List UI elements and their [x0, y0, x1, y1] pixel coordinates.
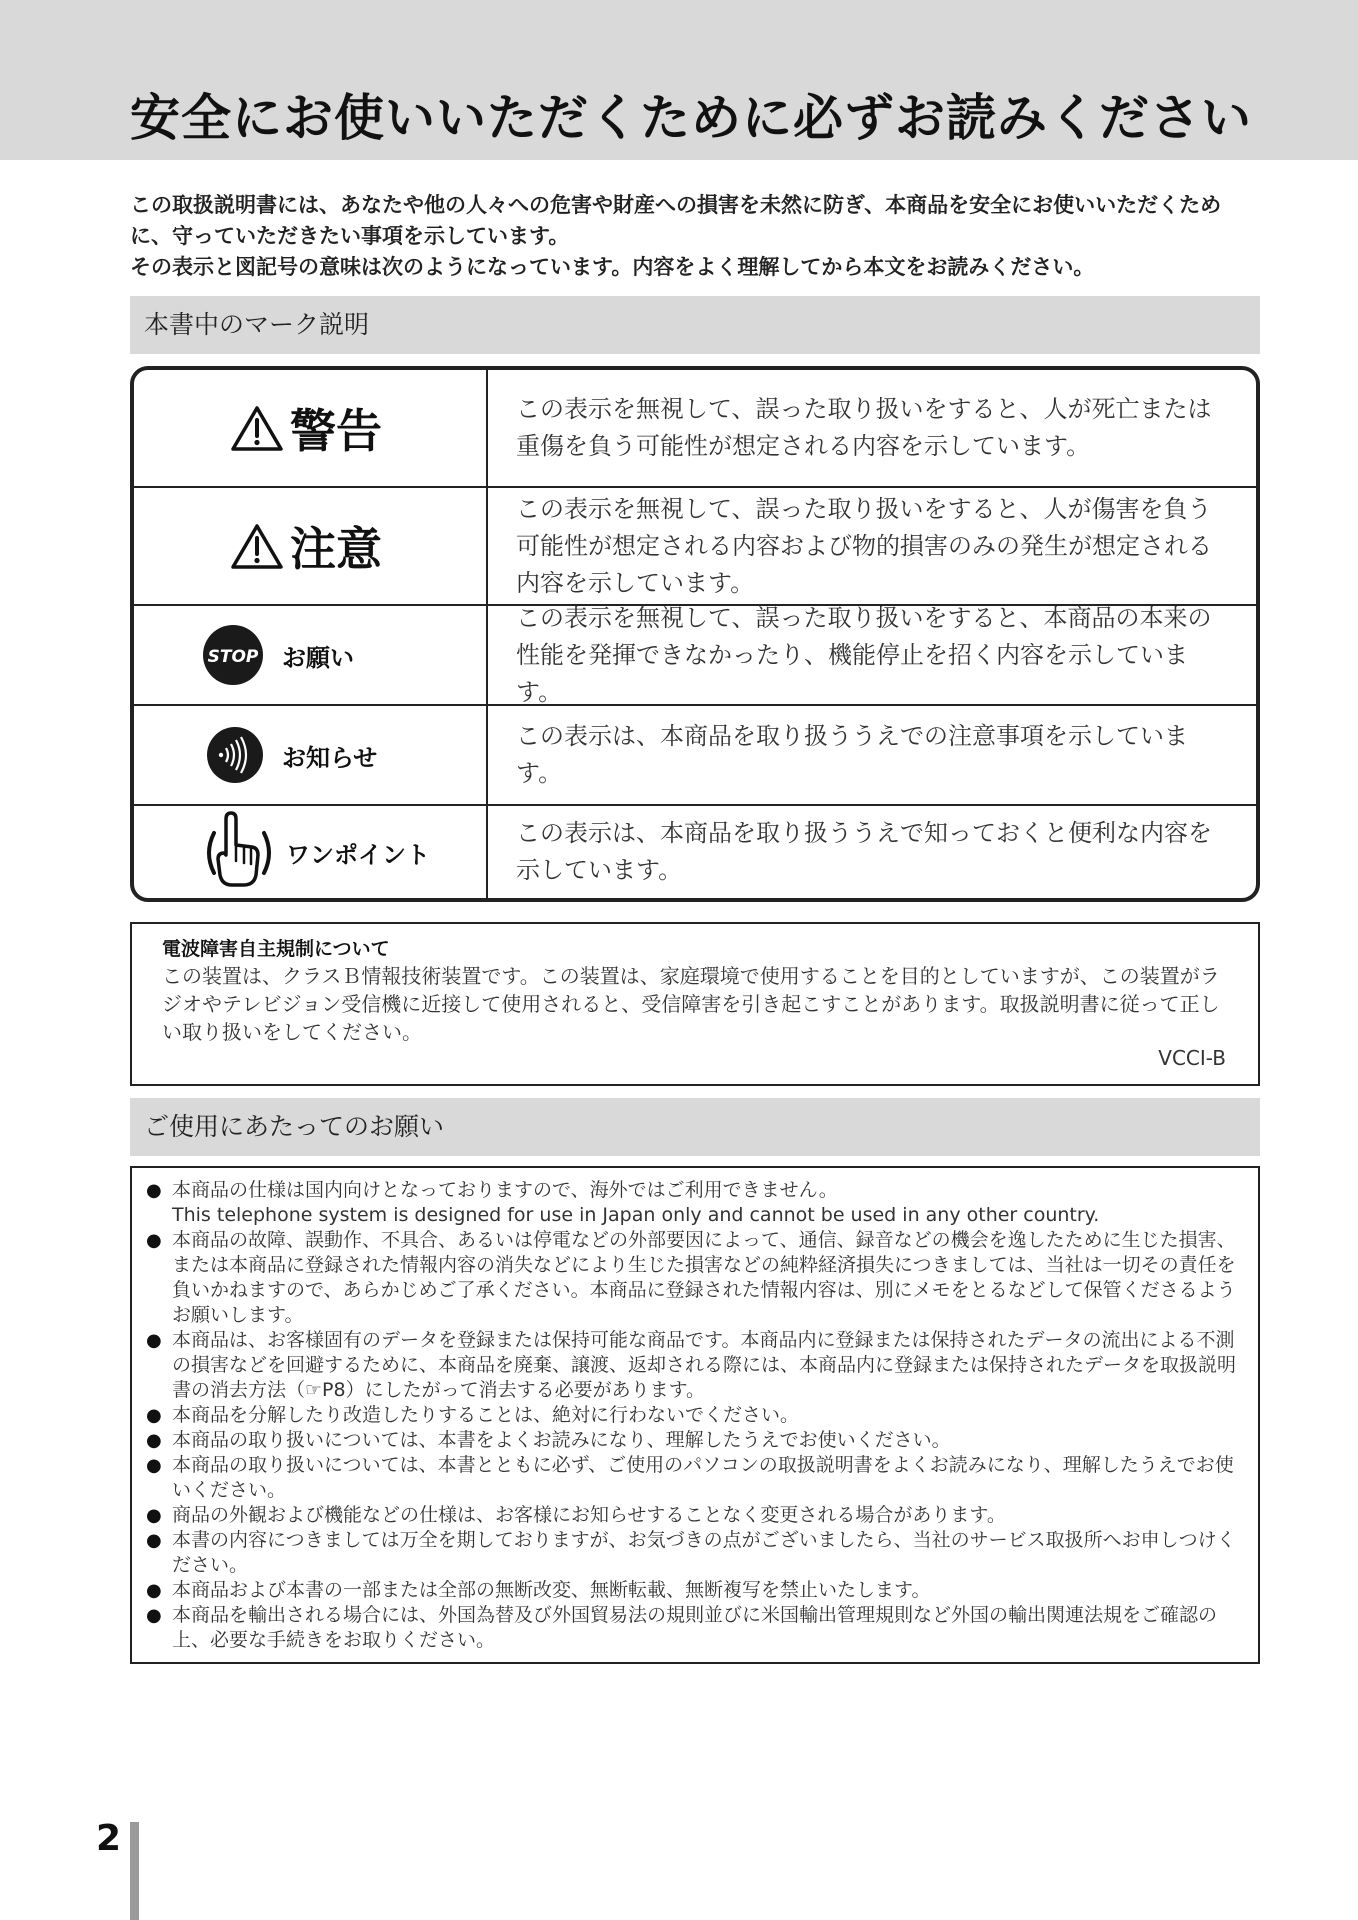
list-item: [146, 1428, 1238, 1453]
note-text: ● 本商品の仕様は国内向けとなっておりますので、海外ではご利用できません。: [172, 1179, 838, 1201]
list-item: [146, 1403, 1238, 1428]
pointing-hand-icon: [200, 811, 278, 893]
marks-section-heading: 本書中のマーク説明: [130, 296, 1260, 354]
note-text: 本商品は、お客様固有のデータを登録または保持可能な商品です。本商品内に登録または保持されたデータの流出による不測の損害などを回避するために、本商品を廃棄、譲渡、返却される際には、本商品内に登録または保持されたデータを取扱説明書の消去方法（☞P8）にしたがって消去する必要があります。: [172, 1329, 1237, 1401]
vcci-body: この装置は、クラスＢ情報技術装置です。この装置は、家庭環境で使用することを目的としていますが、この装置がラジオやテレビジョン受信機に近接して使用されると、受信障害を引き起こすことがあります。取扱説明書に従って正しい取り扱いをしてください。: [162, 964, 1220, 1044]
mark-label-one-point: ワンポイント: [286, 840, 430, 869]
intro-paragraph-2: その表示と図記号の意味は次のようになっています。内容をよく理解してから本文をお読みください。: [130, 255, 1095, 279]
warning-triangle-icon: [230, 404, 284, 452]
note-text: 本商品の取り扱いについては、本書をよくお読みになり、理解したうえでお使いください。: [172, 1429, 951, 1451]
mark-explanation-table: [130, 366, 1260, 902]
mark-cell: [134, 606, 488, 704]
note-text: 本商品を輸出される場合には、外国為替及び外国貿易法の規則並びに米国輸出管理規則など外国の輸出関連法規をご確認の上、必要な手続きをお取りください。: [172, 1604, 1218, 1651]
stop-icon: [202, 624, 264, 686]
page-number: 2: [96, 1818, 122, 1859]
mark-cell: [134, 706, 488, 804]
note-text: 本商品を分解したり改造したりすることは、絶対に行わないでください。: [172, 1404, 800, 1426]
mark-label-caution: 注意: [290, 522, 382, 576]
note-english-text: This telephone system is designed for use in Japan only and cannot be used in any other country.: [172, 1204, 1100, 1226]
list-item: [146, 1453, 1238, 1503]
mark-description: この表示を無視して、誤った取り扱いをすると、人が死亡または重傷を負う可能性が想定される内容を示しています。: [516, 395, 1212, 460]
mark-label-notice: お知らせ: [282, 743, 378, 772]
mark-cell: [134, 806, 488, 898]
note-text: 本商品の故障、誤動作、不具合、あるいは停電などの外部要因によって、通信、録音などの機会を逸したために生じた損害、または本商品に登録された情報内容の消失などにより生じた損害などの純粋経済損失につきましては、当社は一切その責任を負いかねますので、あらかじめご了承ください。本商品に登録された情報内容は、別にメモをとるなどして保管くださるようお願いします。: [172, 1229, 1236, 1326]
mark-cell: [134, 370, 488, 486]
intro-text: [130, 190, 1260, 283]
usage-notes-list: [146, 1178, 1238, 1653]
mark-row-caution: [134, 488, 1256, 606]
vcci-notice-box: [130, 922, 1260, 1086]
mark-label-warning: 警告: [290, 404, 382, 458]
list-item: [146, 1228, 1238, 1328]
page-edge-bar: [130, 1822, 139, 1920]
list-item: [146, 1328, 1238, 1403]
mark-description: この表示は、本商品を取り扱ううえでの注意事項を示しています。: [516, 722, 1188, 787]
intro-paragraph-1: この取扱説明書には、あなたや他の人々への危害や財産への損害を未然に防ぎ、本商品を安全にお使いいただくために、守っていただきたい事項を示しています。: [130, 193, 1222, 248]
note-text: 本商品および本書の一部または全部の無断改変、無断転載、無断複写を禁止いたします。: [172, 1579, 931, 1601]
vcci-code: VCCI-B: [1158, 1046, 1226, 1070]
note-text: 本商品の取り扱いについては、本書とともに必ず、ご使用のパソコンの取扱説明書をよくお読みになり、理解したうえでお使いください。: [172, 1454, 1234, 1501]
sound-waves-icon: [206, 726, 264, 784]
usage-notes-box: [130, 1166, 1260, 1664]
list-item: [146, 1578, 1238, 1603]
vcci-title: 電波障害自主規制について: [162, 938, 390, 960]
mark-description: この表示を無視して、誤った取り扱いをすると、本商品の本来の性能を発揮できなかったり、機能停止を招く内容を示しています。: [516, 603, 1212, 706]
mark-row-request: [134, 603, 1256, 706]
list-item: [146, 1503, 1238, 1528]
mark-row-one-point: [134, 806, 1256, 898]
warning-triangle-icon: [230, 522, 284, 570]
note-text: 本書の内容につきましては万全を期しておりますが、お気づきの点がございましたら、当社のサービス取扱所へお申しつけください。: [172, 1529, 1236, 1576]
mark-label-request: お願い: [282, 643, 354, 672]
stop-icon-text: STOP: [207, 647, 259, 667]
list-item: [146, 1603, 1238, 1653]
usage-section-heading: ご使用にあたってのお願い: [130, 1098, 1260, 1156]
note-text: 商品の外観および機能などの仕様は、お客様にお知らせすることなく変更される場合があります。: [172, 1504, 1006, 1526]
mark-description: この表示は、本商品を取り扱ううえで知っておくと便利な内容を示しています。: [516, 819, 1212, 884]
list-item: [146, 1178, 1238, 1228]
list-item: [146, 1528, 1238, 1578]
mark-row-warning: [134, 370, 1256, 488]
mark-row-notice: [134, 706, 1256, 806]
mark-cell: [134, 488, 488, 604]
page-title: 安全にお使いいただくために必ずお読みください: [130, 89, 1252, 147]
mark-description: この表示を無視して、誤った取り扱いをすると、人が傷害を負う可能性が想定される内容および物的損害のみの発生が想定される内容を示しています。: [516, 494, 1212, 597]
